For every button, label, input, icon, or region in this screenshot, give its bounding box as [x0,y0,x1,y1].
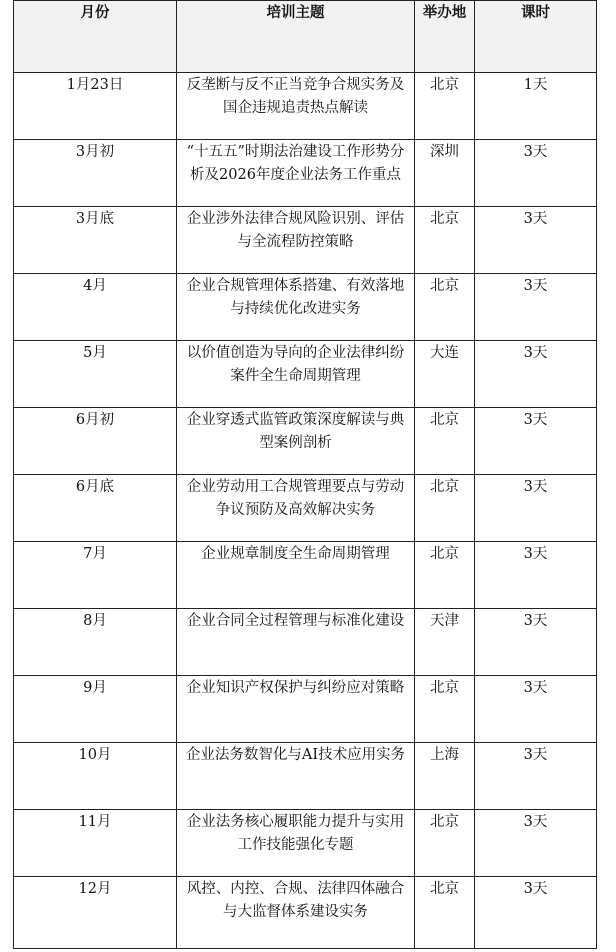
cell-location: 深圳 [415,140,475,207]
cell-hours: 1天 [475,73,597,140]
cell-topic: 以价值创造为导向的企业法律纠纷案件全生命周期管理 [177,341,415,408]
cell-hours: 3天 [475,877,597,949]
cell-hours: 3天 [475,408,597,475]
cell-month: 4月 [14,274,177,341]
table-header [14,1,597,73]
cell-hours: 3天 [475,676,597,743]
table-row [14,408,597,475]
cell-month: 5月 [14,341,177,408]
header-month: 月份 [14,1,177,73]
table-row [14,877,597,949]
cell-topic: 企业法务核心履职能力提升与实用工作技能强化专题 [177,810,415,877]
header-topic: 培训主题 [177,1,415,73]
cell-topic: 企业穿透式监管政策深度解读与典型案例剖析 [177,408,415,475]
header-row [14,1,597,73]
cell-hours: 3天 [475,207,597,274]
cell-topic: 企业劳动用工合规管理要点与劳动争议预防及高效解决实务 [177,475,415,542]
cell-hours: 3天 [475,475,597,542]
cell-location: 北京 [415,475,475,542]
cell-topic: 风控、内控、合规、法律四体融合与大监督体系建设实务 [177,877,415,949]
cell-hours: 3天 [475,743,597,810]
header-hours: 课时 [475,1,597,73]
table-row [14,810,597,877]
table-row [14,274,597,341]
training-schedule-table [13,0,597,949]
cell-location: 北京 [415,676,475,743]
cell-hours: 3天 [475,274,597,341]
cell-topic: 反垄断与反不正当竞争合规实务及国企违规追责热点解读 [177,73,415,140]
cell-hours: 3天 [475,810,597,877]
cell-topic: 企业涉外法律合规风险识别、评估与全流程防控策略 [177,207,415,274]
cell-topic: “十五五”时期法治建设工作形势分析及2026年度企业法务工作重点 [177,140,415,207]
cell-location: 北京 [415,877,475,949]
cell-month: 3月底 [14,207,177,274]
cell-month: 6月初 [14,408,177,475]
cell-topic: 企业法务数智化与AI技术应用实务 [177,743,415,810]
table-row [14,140,597,207]
cell-month: 7月 [14,542,177,609]
table-row [14,475,597,542]
table-body [14,73,597,949]
cell-hours: 3天 [475,140,597,207]
cell-month: 8月 [14,609,177,676]
cell-topic: 企业知识产权保护与纠纷应对策略 [177,676,415,743]
table-row [14,207,597,274]
cell-month: 12月 [14,877,177,949]
cell-hours: 3天 [475,341,597,408]
cell-hours: 3天 [475,609,597,676]
cell-topic: 企业合同全过程管理与标准化建设 [177,609,415,676]
table-row [14,73,597,140]
cell-month: 6月底 [14,475,177,542]
cell-location: 北京 [415,810,475,877]
cell-topic: 企业规章制度全生命周期管理 [177,542,415,609]
cell-location: 大连 [415,341,475,408]
table-row [14,676,597,743]
cell-location: 北京 [415,542,475,609]
cell-location: 天津 [415,609,475,676]
table-row [14,341,597,408]
table-row [14,542,597,609]
table-row [14,743,597,810]
cell-hours: 3天 [475,542,597,609]
header-location: 举办地 [415,1,475,73]
cell-location: 北京 [415,408,475,475]
cell-location: 上海 [415,743,475,810]
cell-month: 10月 [14,743,177,810]
cell-month: 1月23日 [14,73,177,140]
cell-month: 9月 [14,676,177,743]
cell-location: 北京 [415,274,475,341]
cell-topic: 企业合规管理体系搭建、有效落地与持续优化改进实务 [177,274,415,341]
cell-month: 3月初 [14,140,177,207]
table-row [14,609,597,676]
cell-month: 11月 [14,810,177,877]
cell-location: 北京 [415,207,475,274]
cell-location: 北京 [415,73,475,140]
